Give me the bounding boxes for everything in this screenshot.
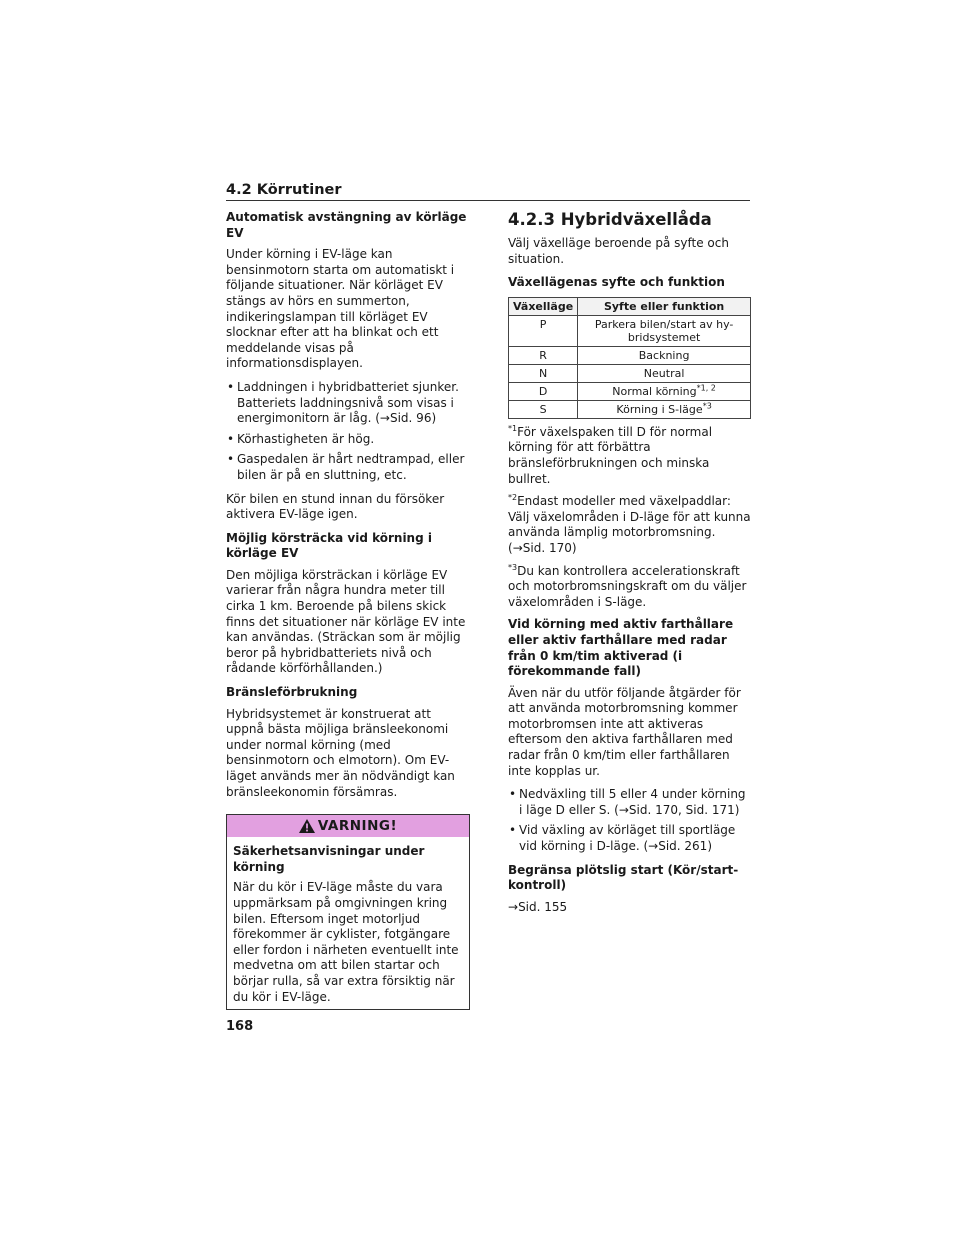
table-header-row	[509, 297, 751, 315]
list-item-text: Körhastigheten är hög.	[237, 431, 375, 446]
section-heading-hybrid-transmission: 4.2.3 Hybridväxellåda	[508, 210, 712, 229]
condition-list	[226, 380, 470, 484]
warning-title: Säkerhetsanvisningar under körning	[233, 844, 425, 874]
page-reference-link[interactable]: Sid. 96)	[389, 411, 437, 426]
arrow-right-icon: →	[508, 899, 519, 914]
heading-sudden-start: Begränsa plötslig start (Kör/start-kontroll)	[508, 862, 739, 893]
heading-cruise-control: Vid körning med aktiv farthållare eller aktiv farthållare med radar från 0 km/tim aktiverad (i förekommande fall)	[508, 617, 734, 679]
table-header-cell: Syfte eller funktion	[578, 297, 751, 315]
table-cell-position: D	[509, 382, 578, 400]
page-reference-link[interactable]: Sid. 170, Sid. 171)	[628, 802, 740, 817]
paragraph-range: Den möjliga körsträckan i körläge EV varierar från några hundra meter till cirka 1 km. Beroende på bilens skick finns det situationer när körläge EV inte kan användas. (Sträckan som är möjlig beror på hybridbatteriets nivå och rådande körförhållanden.)	[226, 567, 466, 676]
footnote-marker: *3	[508, 562, 518, 572]
heading-fuel: Bränsleförbrukning	[226, 685, 358, 700]
cruise-list	[508, 787, 751, 854]
table-cell-function	[578, 315, 751, 346]
list-item	[508, 787, 751, 818]
heading-auto-shutoff: Automatisk avstängning av körläge EV	[226, 210, 467, 240]
left-column	[226, 210, 470, 1010]
page-reference-link[interactable]: Sid. 261)	[658, 839, 713, 854]
warning-triangle-icon	[299, 819, 315, 833]
page-number: 168	[226, 1019, 254, 1034]
function-text: Normal körning	[612, 384, 697, 398]
footnote-marker: *1, 2	[696, 383, 716, 393]
table-cell-function	[578, 346, 751, 364]
warning-label: VARNING!	[317, 818, 398, 835]
list-item-text: Vid växling av körläget till sportläge vid körning i D-läge. (	[519, 823, 736, 854]
paragraph-fuel: Hybridsystemet är konstruerat att uppnå bästa möjliga bränsleekonomi under normal körning (med bensinmotorn och elmotorn). Om EV-läget används mer än nödvändigt kan bränsleekonomin försämras.	[226, 706, 455, 799]
paragraph-auto-shutoff: Under körning i EV-läge kan bensinmotorn starta om automatiskt i följande situationer. När körläget EV stängs av hörs en summerton, indikeringslampan till körläget EV slocknar efter att ha blinkat och ett meddelande visas på informationsdisplayen.	[226, 247, 455, 371]
table-row	[509, 382, 751, 400]
table-cell-position: S	[509, 400, 578, 418]
warning-body	[227, 837, 469, 1009]
list-item-text: Laddningen i hybridbatteriet sjunker. Batteriets laddningsnivå som visas i energimonitorn är låg. (	[237, 379, 459, 426]
list-item	[508, 823, 751, 854]
function-text: Neutral	[643, 366, 685, 380]
table-cell-function	[578, 364, 751, 382]
heading-table: Växellägenas syfte och funktion	[508, 275, 725, 290]
paragraph-intro: Välj växelläge beroende på syfte och situation.	[508, 236, 729, 266]
section-header	[226, 179, 750, 201]
list-item-text: Nedväxling till 5 eller 4 under körning i läge D eller S. (	[519, 787, 746, 817]
footnote-1	[508, 425, 751, 487]
table-row	[509, 400, 751, 418]
table-cell-function	[578, 382, 751, 400]
table-cell-function	[578, 400, 751, 418]
footnote-marker: *3	[702, 401, 712, 411]
table-cell-position: P	[509, 315, 578, 346]
table-header-cell: Växelläge	[509, 297, 578, 315]
function-text: Körning i S-läge	[616, 402, 703, 416]
footnote-marker: *1	[508, 423, 518, 433]
table-row	[509, 315, 751, 346]
section-title: 4.2 Körrutiner	[226, 182, 342, 198]
function-text: Parkera bilen/start av hy-bridsystemet	[594, 317, 734, 344]
table-row	[509, 364, 751, 382]
arrow-right-icon: →	[618, 802, 629, 817]
warning-text: När du kör i EV-läge måste du vara uppmärksam på omgivningen kring bilen. Eftersom inget motorljud förekommer är cyklister, fotgängare eller fordon i närheten eventuellt inte medvetna om att bilen startar och börjar rulla, så var extra försiktig när du kör i EV-läge.	[233, 880, 459, 1004]
footnote-2: $^{*2}$Endast modeller med växelpaddlar: Välj växelområden i D-läge för att kunna använda lämplig motorbromsning. (→Sid. 170)	[508, 493, 751, 555]
arrow-right-icon: →	[379, 411, 390, 426]
right-column	[508, 210, 751, 923]
footnote-text: För växelspaken till D för normal körning för att förbättra bränsleförbrukningen och minska bullret.	[508, 424, 713, 486]
arrow-right-icon: →	[512, 540, 523, 555]
footnote-text: Endast modeller med växelpaddlar: Välj växelområden i D-läge för att kunna använda lämplig motorbromsning.	[508, 494, 751, 540]
list-item	[226, 432, 470, 448]
gear-table	[508, 297, 751, 419]
warning-header	[227, 815, 469, 837]
page-reference-link[interactable]: Sid. 170)	[522, 540, 577, 555]
heading-range: Möjlig körsträcka vid körning i körläge EV	[226, 530, 432, 561]
reference-sudden-start	[508, 900, 751, 916]
footnote-marker: *2	[508, 493, 518, 503]
arrow-right-icon: →	[648, 839, 659, 854]
list-item	[226, 452, 470, 483]
table-cell-position: R	[509, 346, 578, 364]
footnote-text: Du kan kontrollera accelerationskraft och motorbromsningskraft om du väljer växelområden i S-läge.	[508, 563, 747, 609]
list-item	[226, 380, 470, 427]
page-reference-link[interactable]: Sid. 155	[518, 899, 568, 914]
footnote-3	[508, 564, 751, 611]
function-text: Backning	[638, 348, 690, 362]
paragraph-cruise-control: Även när du utför följande åtgärder för att använda motorbromsning kommer motorbromsen inte att aktiveras eftersom den aktiva farthållaren med radar från 0 km/tim eller farthållaren inte kopplas ur.	[508, 685, 741, 778]
paragraph-drive: Kör bilen en stund innan du försöker aktivera EV-läge igen.	[226, 491, 445, 522]
table-cell-position: N	[509, 364, 578, 382]
list-item-text: Gaspedalen är hårt nedtrampad, eller bilen är på en sluttning, etc.	[237, 452, 465, 482]
table-row	[509, 346, 751, 364]
warning-box	[226, 814, 470, 1010]
